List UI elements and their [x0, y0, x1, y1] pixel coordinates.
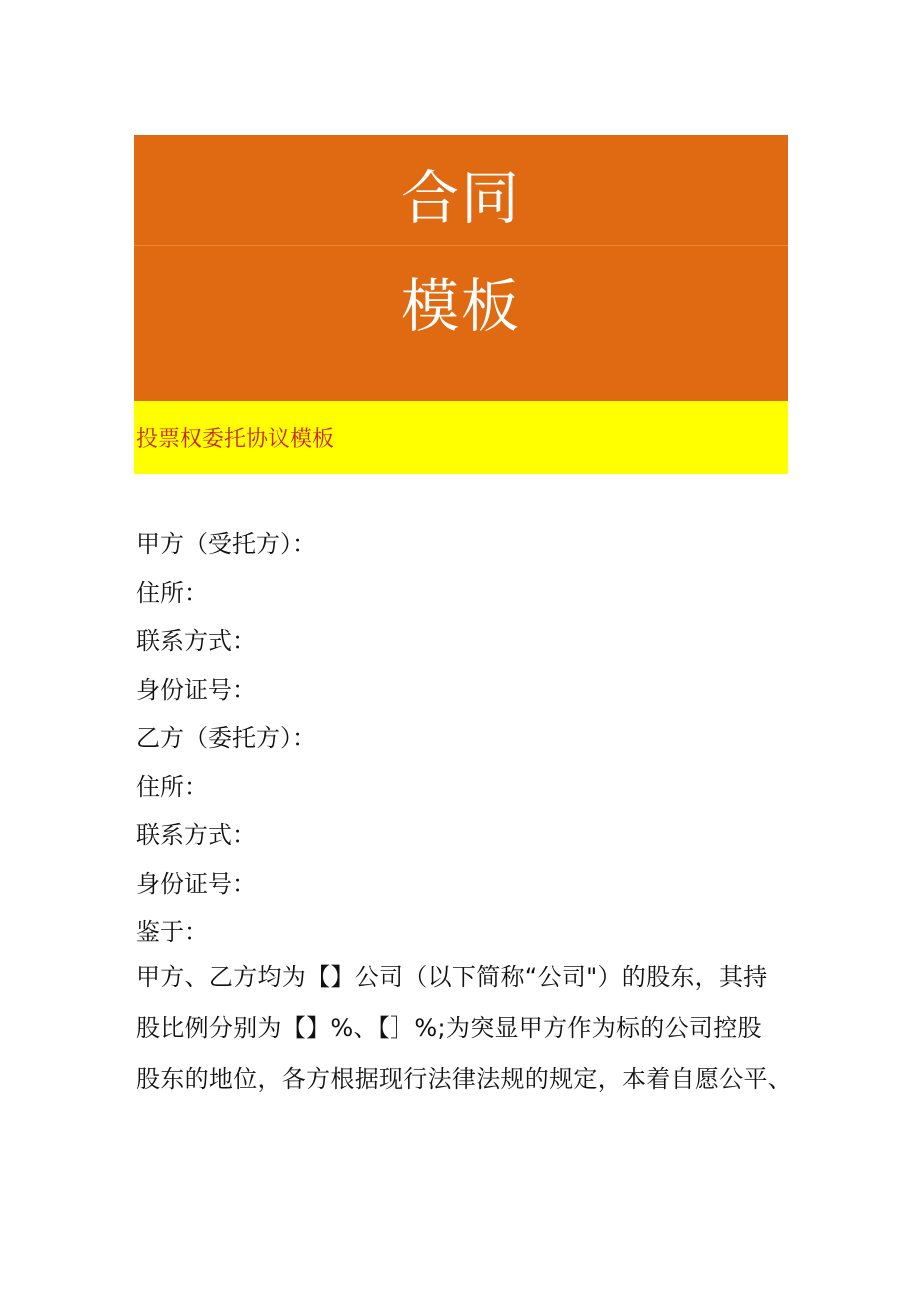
paragraph-line: 股比例分别为【】%、【］%;为突显甲方作为标的公司控股 [136, 1014, 762, 1042]
document-subtitle: 投票权委托协议模板 [136, 427, 335, 452]
paragraph-line: 甲方、乙方均为【】公司（以下简称“公司"）的股东，其持 [136, 963, 768, 991]
party-b-contact-label: 联系方式： [136, 821, 256, 849]
party-b-address-label: 住所： [136, 772, 208, 801]
recitals-paragraph [136, 958, 808, 1111]
party-fields [136, 526, 796, 963]
document-subtitle-bar [134, 401, 788, 474]
party-b-id-label: 身份证号： [136, 869, 256, 898]
recitals-heading: 鉴于： [136, 918, 208, 946]
party-a-id-label: 身份证号： [136, 675, 256, 704]
paragraph-line: 股东的地位，各方根据现行法律法规的规定，本着自愿公平、 [136, 1065, 793, 1093]
party-a-contact-label: 联系方式： [136, 627, 256, 655]
party-b-label: 乙方（委托方）： [136, 724, 316, 752]
title-banner [134, 135, 788, 401]
banner-title-line-1: 合同 [400, 164, 521, 232]
banner-title-line-2: 模板 [400, 272, 521, 340]
party-a-label: 甲方（受托方）： [136, 530, 316, 558]
party-a-address-label: 住所： [136, 578, 208, 607]
banner-divider [134, 245, 788, 246]
